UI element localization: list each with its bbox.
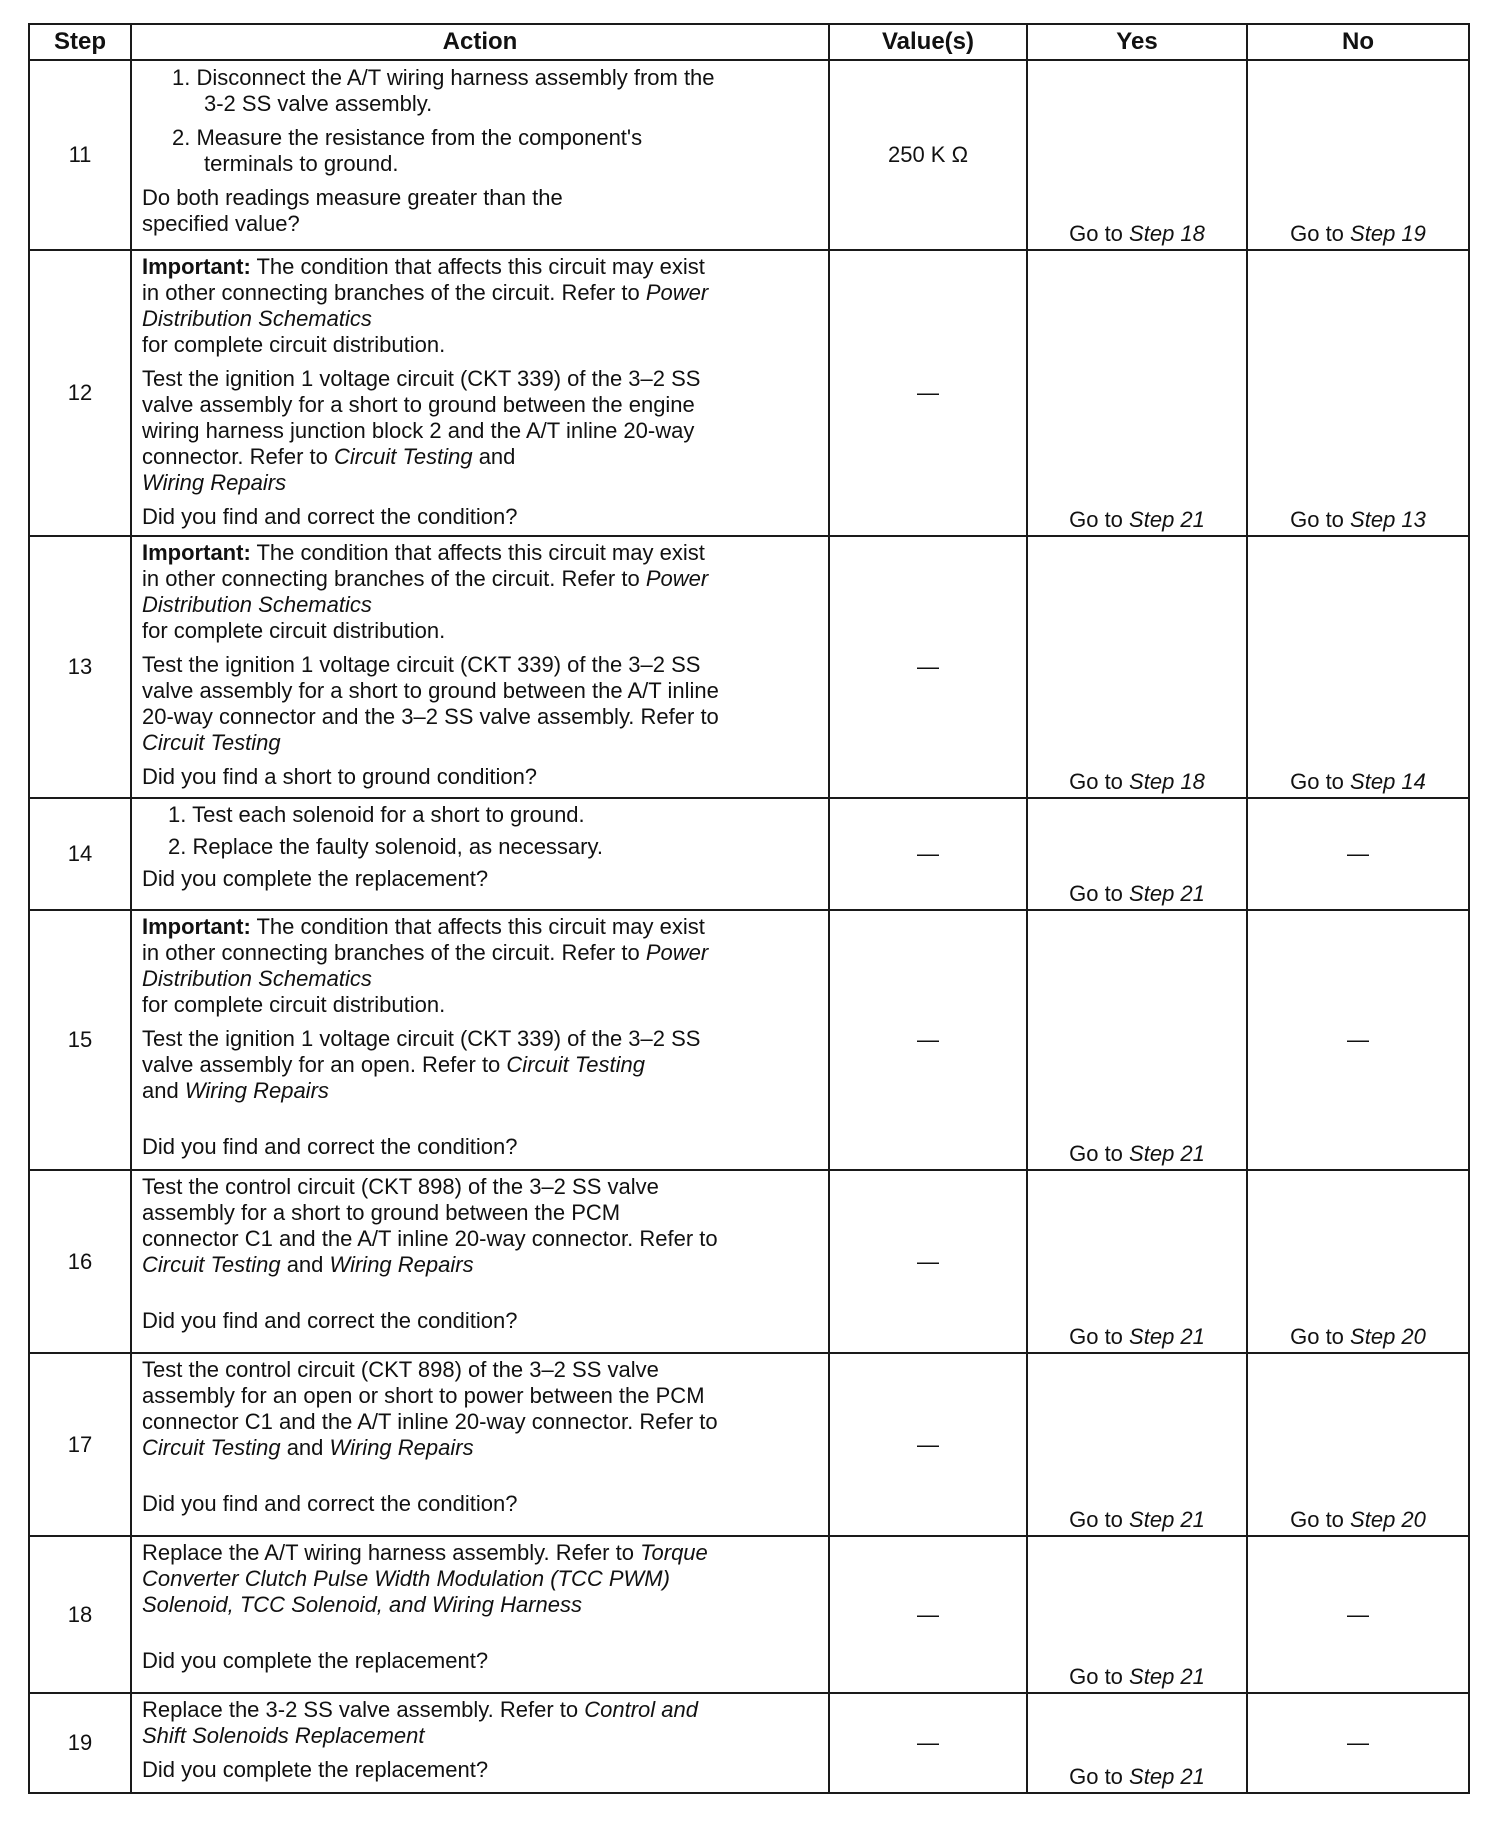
step-number: 11 xyxy=(29,60,131,250)
step-number: 15 xyxy=(29,910,131,1170)
action-cell xyxy=(131,1353,829,1536)
action-text: Test the ignition 1 voltage circuit (CKT 339) of the 3–2 SS xyxy=(142,1026,701,1051)
reference-link[interactable]: Converter Clutch Pulse Width Modulation (TCC PWM) xyxy=(142,1566,670,1591)
no-cell xyxy=(1247,910,1469,1170)
diagnostic-table xyxy=(28,23,1470,1794)
reference-link[interactable]: Control and xyxy=(584,1697,698,1722)
important-label: Important: xyxy=(142,914,251,939)
goto-prefix: Go to xyxy=(1069,507,1123,532)
goto-link[interactable]: Step 14 xyxy=(1350,769,1426,794)
action-text: The condition that affects this circuit may exist xyxy=(256,540,705,565)
question-text: Did you complete the replacement? xyxy=(142,1757,489,1782)
reference-link[interactable]: Power xyxy=(645,280,709,305)
reference-link[interactable]: Circuit Testing xyxy=(142,730,281,755)
no-cell xyxy=(1247,250,1469,536)
table-row xyxy=(29,1353,1469,1536)
action-cell xyxy=(131,250,829,536)
goto-prefix: Go to xyxy=(1290,507,1344,532)
goto-prefix: Go to xyxy=(1290,1507,1344,1532)
reference-link[interactable]: Wiring Repairs xyxy=(329,1252,474,1277)
action-cell xyxy=(131,1170,829,1353)
table-row xyxy=(29,250,1469,536)
reference-link[interactable]: Distribution Schematics xyxy=(142,306,372,331)
action-text: terminals to ground. xyxy=(204,151,399,176)
question-text: specified value? xyxy=(142,211,300,236)
goto-prefix: Go to xyxy=(1069,1664,1123,1689)
action-text: Test the ignition 1 voltage circuit (CKT 339) of the 3–2 SS xyxy=(142,366,701,391)
action-text: 20-way connector and the 3–2 SS valve assembly. Refer to xyxy=(142,704,719,729)
header-yes: Yes xyxy=(1027,24,1247,60)
yes-cell xyxy=(1027,1536,1247,1693)
no-cell xyxy=(1247,60,1469,250)
action-text: Test each solenoid for a short to ground. xyxy=(192,802,585,827)
no-value: — xyxy=(1347,1730,1369,1755)
action-text: in other connecting branches of the circuit. Refer to xyxy=(142,566,646,591)
question-text: Did you find and correct the condition? xyxy=(142,504,518,529)
question-text: Did you find and correct the condition? xyxy=(142,1491,518,1516)
action-text: Replace the 3-2 SS valve assembly. Refer to xyxy=(142,1697,585,1722)
no-value: — xyxy=(1347,841,1369,866)
reference-link[interactable]: Circuit Testing xyxy=(506,1052,645,1077)
yes-cell xyxy=(1027,1693,1247,1793)
action-text: 3-2 SS valve assembly. xyxy=(204,91,433,116)
question-text: Did you complete the replacement? xyxy=(142,1648,489,1673)
table-row xyxy=(29,1170,1469,1353)
action-text: The condition that affects this circuit may exist xyxy=(256,254,705,279)
action-text: and xyxy=(280,1435,330,1460)
action-text: connector. Refer to xyxy=(142,444,334,469)
header-row xyxy=(29,24,1469,60)
important-label: Important: xyxy=(142,254,251,279)
value-cell: — xyxy=(829,1536,1027,1693)
yes-cell xyxy=(1027,1353,1247,1536)
header-action: Action xyxy=(131,24,829,60)
reference-link[interactable]: Distribution Schematics xyxy=(142,966,372,991)
goto-prefix: Go to xyxy=(1069,1324,1123,1349)
value-cell: — xyxy=(829,1353,1027,1536)
action-text: Test the control circuit (CKT 898) of the 3–2 SS valve xyxy=(142,1174,659,1199)
goto-prefix: Go to xyxy=(1290,769,1344,794)
action-text: in other connecting branches of the circuit. Refer to xyxy=(142,940,646,965)
action-cell xyxy=(131,1536,829,1693)
action-text: connector C1 and the A/T inline 20-way connector. Refer to xyxy=(142,1226,718,1251)
no-value: — xyxy=(1347,1601,1369,1627)
reference-link[interactable]: Power xyxy=(645,940,709,965)
yes-cell xyxy=(1027,536,1247,798)
action-text: Measure the resistance from the component's xyxy=(196,125,643,150)
table-row xyxy=(29,1693,1469,1793)
header-no: No xyxy=(1247,24,1469,60)
reference-link[interactable]: Shift Solenoids Replacement xyxy=(142,1723,425,1748)
goto-link[interactable]: Step 13 xyxy=(1350,507,1426,532)
goto-link[interactable]: Step 20 xyxy=(1350,1324,1426,1349)
action-text: Replace the A/T wiring harness assembly. Refer to xyxy=(142,1540,641,1565)
table-row xyxy=(29,910,1469,1170)
no-cell xyxy=(1247,1536,1469,1693)
reference-link[interactable]: Distribution Schematics xyxy=(142,592,372,617)
goto-prefix: Go to xyxy=(1069,1507,1123,1532)
goto-prefix: Go to xyxy=(1069,221,1123,246)
step-number: 12 xyxy=(29,250,131,536)
goto-prefix: Go to xyxy=(1290,221,1344,246)
action-text: in other connecting branches of the circuit. Refer to xyxy=(142,280,646,305)
no-cell xyxy=(1247,536,1469,798)
table-row xyxy=(29,798,1469,910)
goto-link[interactable]: Step 19 xyxy=(1350,221,1426,246)
action-text: assembly for an open or short to power between the PCM xyxy=(142,1383,705,1408)
value-cell: — xyxy=(829,536,1027,798)
action-text: valve assembly for a short to ground between the engine xyxy=(142,392,695,417)
yes-cell xyxy=(1027,798,1247,910)
reference-link[interactable]: Torque xyxy=(640,1540,708,1565)
action-cell xyxy=(131,536,829,798)
action-cell xyxy=(131,798,829,910)
reference-link[interactable]: Circuit Testing xyxy=(334,444,473,469)
action-text: and xyxy=(472,444,516,469)
goto-link[interactable]: Step 18 xyxy=(1129,769,1205,794)
reference-link[interactable]: Circuit Testing xyxy=(142,1435,281,1460)
step-number: 16 xyxy=(29,1170,131,1353)
action-text: for complete circuit distribution. xyxy=(142,618,446,643)
action-text: valve assembly for an open. Refer to xyxy=(142,1052,507,1077)
question-text: Did you find and correct the condition? xyxy=(142,1134,518,1159)
goto-link[interactable]: Step 21 xyxy=(1129,1664,1205,1689)
reference-link[interactable]: Power xyxy=(645,566,709,591)
goto-link[interactable]: Step 21 xyxy=(1129,881,1205,906)
header-step: Step xyxy=(29,24,131,60)
value-cell: — xyxy=(829,250,1027,536)
no-cell xyxy=(1247,798,1469,910)
step-number: 18 xyxy=(29,1536,131,1693)
action-text: wiring harness junction block 2 and the A/T inline 20-way xyxy=(142,418,695,443)
step-number: 19 xyxy=(29,1693,131,1793)
action-text: Test the control circuit (CKT 898) of the 3–2 SS valve xyxy=(142,1357,659,1382)
goto-link[interactable]: Step 21 xyxy=(1129,507,1205,532)
table-row xyxy=(29,60,1469,250)
action-text: Test the ignition 1 voltage circuit (CKT 339) of the 3–2 SS xyxy=(142,652,701,677)
reference-link[interactable]: Circuit Testing xyxy=(142,1252,281,1277)
reference-link[interactable]: Solenoid, TCC Solenoid, and Wiring Harness xyxy=(142,1592,583,1617)
table-row xyxy=(29,1536,1469,1693)
goto-link[interactable]: Step 20 xyxy=(1350,1507,1426,1532)
list-number: 2. xyxy=(168,834,187,859)
action-text: for complete circuit distribution. xyxy=(142,332,446,357)
value-cell: — xyxy=(829,1693,1027,1793)
value-cell: — xyxy=(829,910,1027,1170)
no-cell xyxy=(1247,1170,1469,1353)
goto-link[interactable]: Step 21 xyxy=(1129,1141,1205,1166)
action-cell xyxy=(131,910,829,1170)
action-text: and xyxy=(280,1252,330,1277)
value-cell: 250 K Ω xyxy=(829,60,1027,250)
list-number: 2. xyxy=(172,125,191,150)
goto-link[interactable]: Step 18 xyxy=(1129,221,1205,246)
question-text: Did you find a short to ground condition? xyxy=(142,764,538,789)
reference-link[interactable]: Wiring Repairs xyxy=(184,1078,329,1103)
goto-link[interactable]: Step 21 xyxy=(1129,1764,1205,1789)
goto-prefix: Go to xyxy=(1069,881,1123,906)
question-text: Did you complete the replacement? xyxy=(142,866,489,891)
goto-prefix: Go to xyxy=(1069,1141,1123,1166)
action-text: Disconnect the A/T wiring harness assembly from the xyxy=(196,65,715,90)
yes-cell xyxy=(1027,1170,1247,1353)
reference-link[interactable]: Wiring Repairs xyxy=(142,470,287,495)
action-text: and xyxy=(142,1078,185,1103)
table-row xyxy=(29,536,1469,798)
value-cell: — xyxy=(829,1170,1027,1353)
no-value: — xyxy=(1347,1027,1369,1052)
goto-link[interactable]: Step 21 xyxy=(1129,1507,1205,1532)
goto-link[interactable]: Step 21 xyxy=(1129,1324,1205,1349)
yes-cell xyxy=(1027,60,1247,250)
action-text: assembly for a short to ground between the PCM xyxy=(142,1200,621,1225)
step-number: 17 xyxy=(29,1353,131,1536)
action-cell xyxy=(131,1693,829,1793)
action-text: Replace the faulty solenoid, as necessary. xyxy=(192,834,603,859)
header-values: Value(s) xyxy=(829,24,1027,60)
goto-prefix: Go to xyxy=(1290,1324,1344,1349)
list-number: 1. xyxy=(172,65,191,90)
action-text: The condition that affects this circuit may exist xyxy=(256,914,705,939)
action-text: valve assembly for a short to ground between the A/T inline xyxy=(142,678,719,703)
step-number: 13 xyxy=(29,536,131,798)
yes-cell xyxy=(1027,250,1247,536)
action-text: connector C1 and the A/T inline 20-way connector. Refer to xyxy=(142,1409,718,1434)
goto-prefix: Go to xyxy=(1069,769,1123,794)
question-text: Did you find and correct the condition? xyxy=(142,1308,518,1333)
list-number: 1. xyxy=(168,802,187,827)
important-label: Important: xyxy=(142,540,251,565)
value-cell: — xyxy=(829,798,1027,910)
yes-cell xyxy=(1027,910,1247,1170)
action-text: for complete circuit distribution. xyxy=(142,992,446,1017)
question-text: Do both readings measure greater than the xyxy=(142,185,563,210)
step-number: 14 xyxy=(29,798,131,910)
action-cell xyxy=(131,60,829,250)
no-cell xyxy=(1247,1693,1469,1793)
no-cell xyxy=(1247,1353,1469,1536)
goto-prefix: Go to xyxy=(1069,1764,1123,1789)
reference-link[interactable]: Wiring Repairs xyxy=(329,1435,474,1460)
